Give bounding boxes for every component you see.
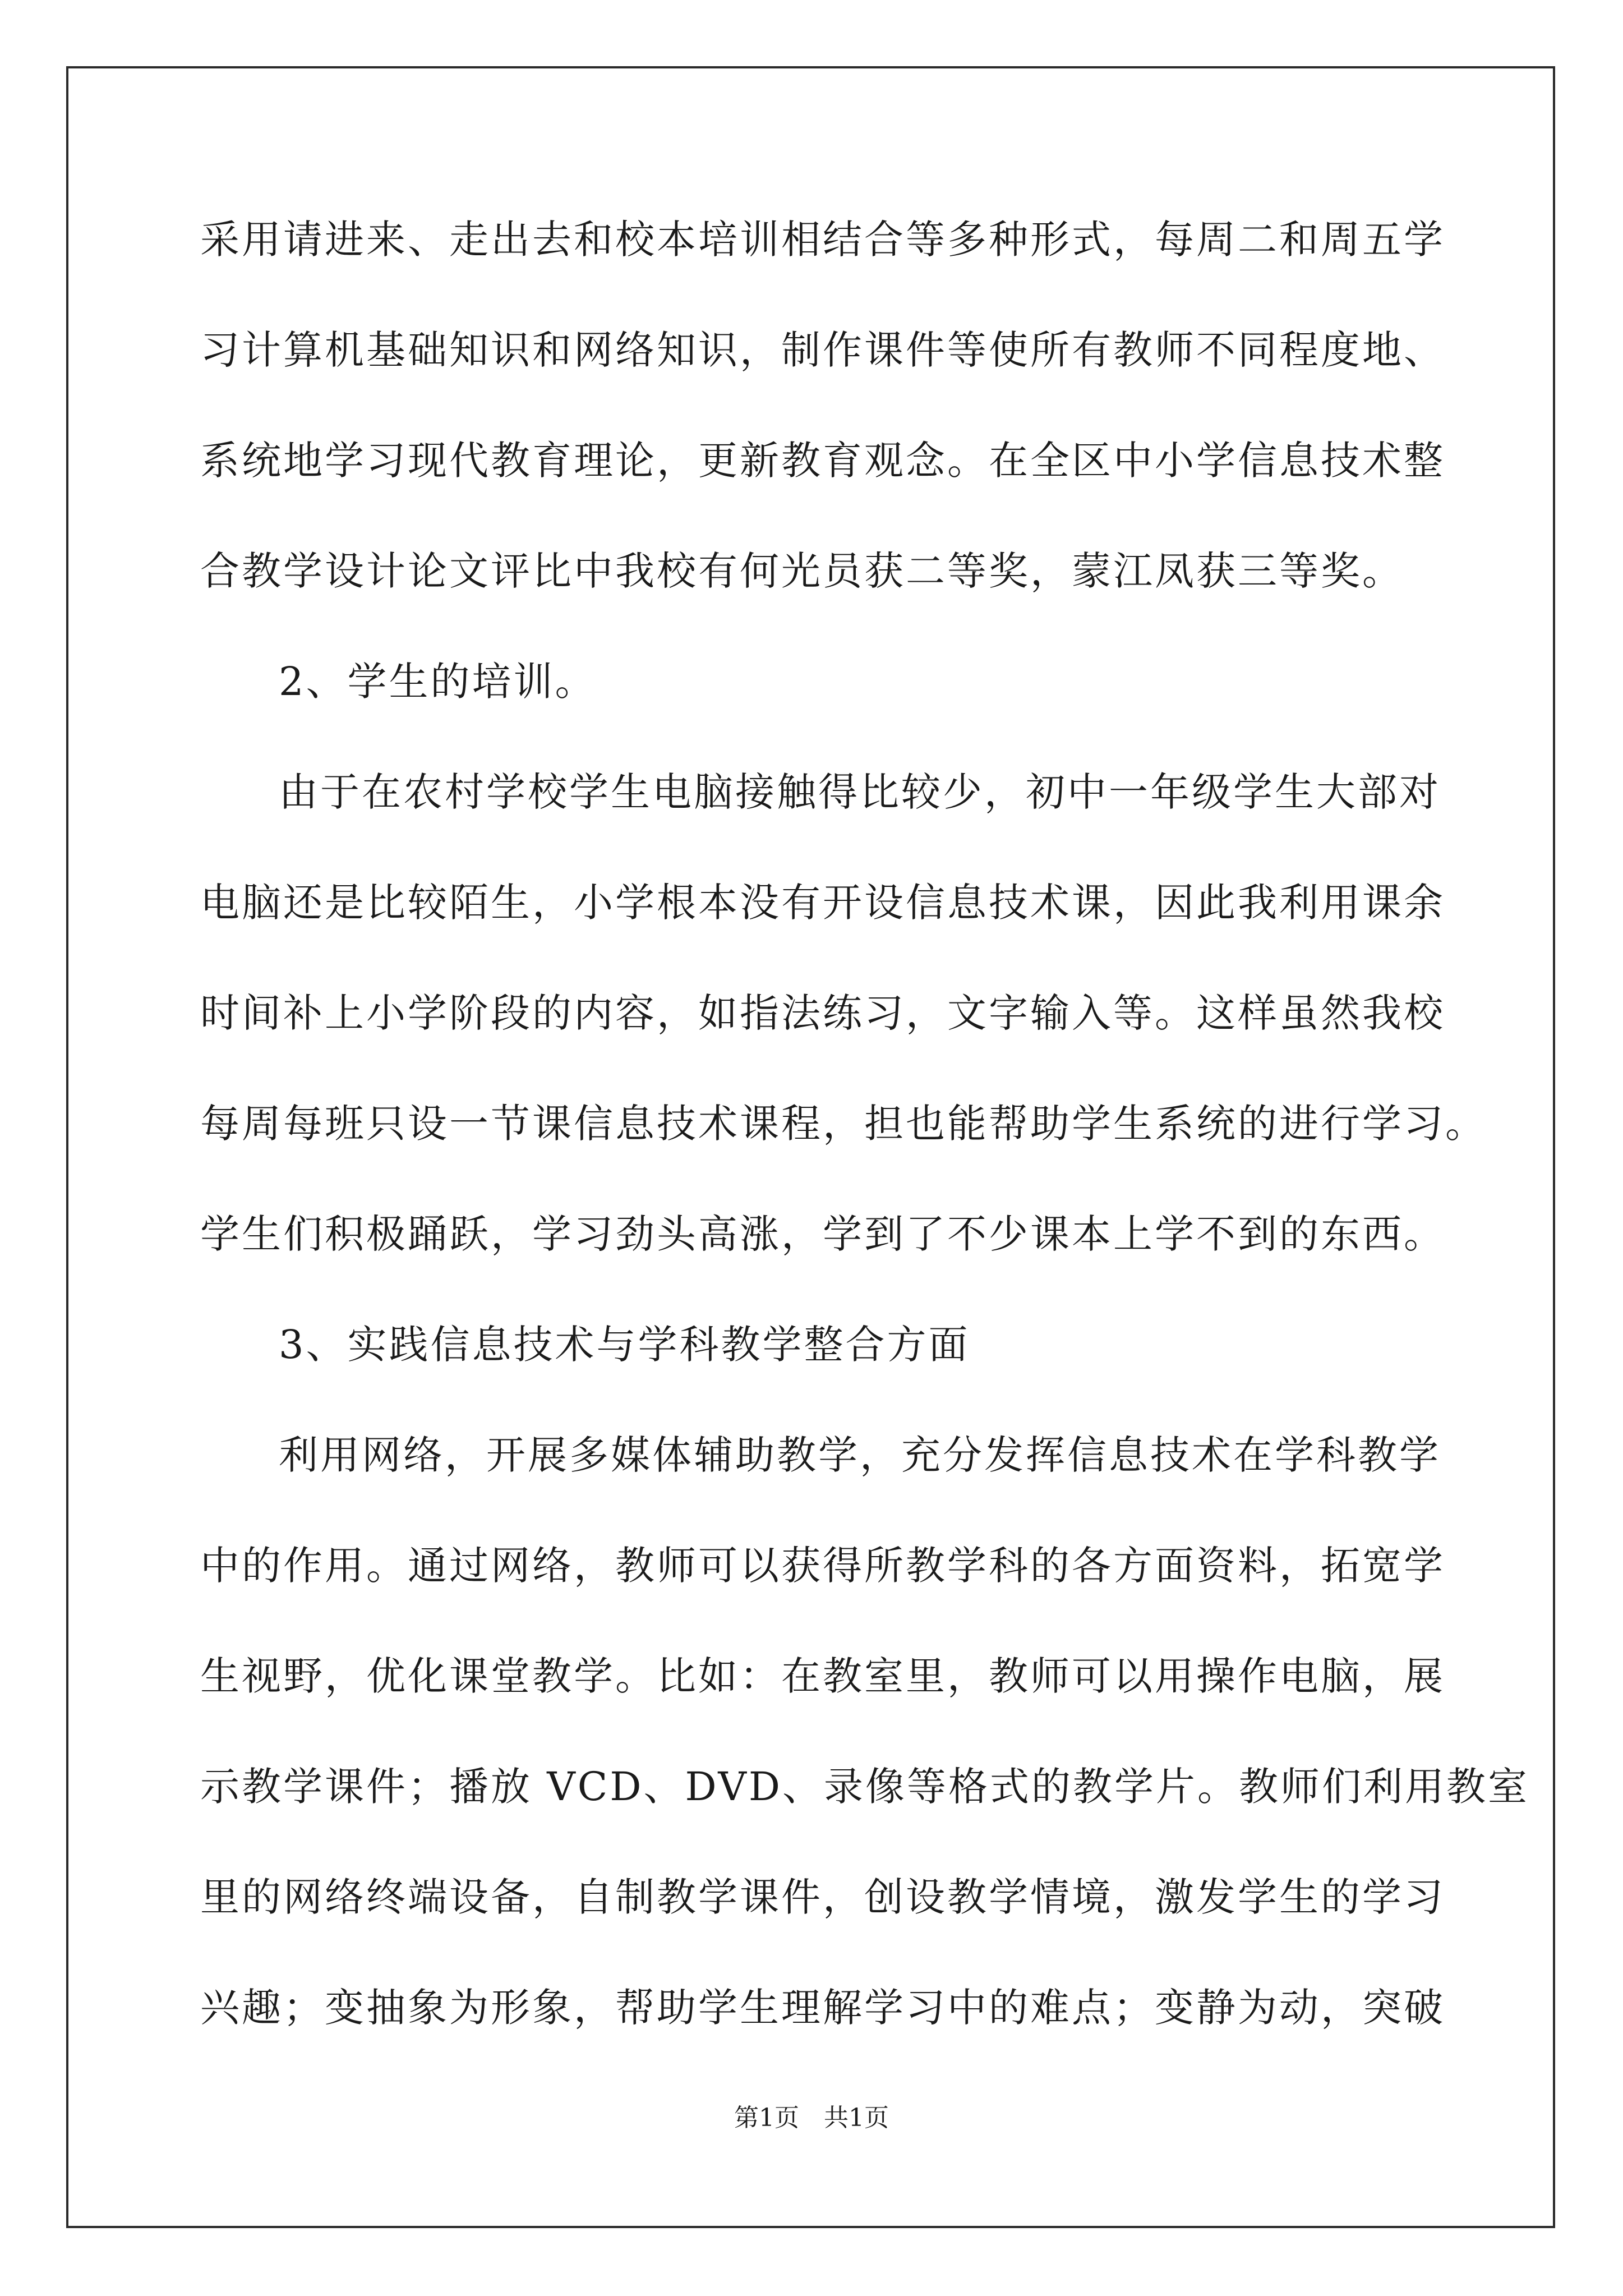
- text-line: 习计算机基础知识和网络知识，制作课件等使所有教师不同程度地、: [200, 327, 1445, 373]
- text-line: 由于在农村学校学生电脑接触得比较少，初中一年级学生大部对: [279, 769, 1441, 815]
- text-line: 采用请进来、走出去和校本培训相结合等多种形式，每周二和周五学: [200, 217, 1445, 263]
- section-heading: 3、实践信息技术与学科教学整合方面: [279, 1322, 970, 1368]
- text-line: 利用网络，开展多媒体辅助教学，充分发挥信息技术在学科教学: [279, 1432, 1441, 1478]
- text-line: 每周每班只设一节课信息技术课程，担也能帮助学生系统的进行学习。: [200, 1101, 1487, 1147]
- page-number: 第1页: [734, 2104, 799, 2132]
- page-footer: [0, 2101, 1623, 2135]
- text-line: 生视野，优化课堂教学。比如：在教室里，教师可以用操作电脑，展: [200, 1653, 1445, 1699]
- text-line: 系统地学习现代教育理论，更新教育观念。在全区中小学信息技术整: [200, 438, 1445, 484]
- text-line: 兴趣；变抽象为形象，帮助学生理解学习中的难点；变静为动，突破: [200, 1985, 1445, 2031]
- text-line: 电脑还是比较陌生，小学根本没有开设信息技术课，因此我利用课余: [200, 880, 1445, 926]
- document-body: [200, 212, 1530, 2091]
- text-line: 示教学课件；播放 VCD、DVD、录像等格式的教学片。教师们利用教室: [200, 1764, 1530, 1810]
- text-line: 学生们积极踊跃，学习劲头高涨，学到了不少课本上学不到的东西。: [200, 1211, 1445, 1257]
- section-heading: 2、学生的培训。: [279, 659, 597, 705]
- page-total: 共1页: [824, 2104, 889, 2132]
- text-line: 时间补上小学阶段的内容，如指法练习，文字输入等。这样虽然我校: [200, 990, 1445, 1036]
- text-line: 里的网络终端设备，自制教学课件，创设教学情境，激发学生的学习: [200, 1874, 1445, 1920]
- text-line: 中的作用。通过网络，教师可以获得所教学科的各方面资料，拓宽学: [200, 1543, 1445, 1589]
- text-line: 合教学设计论文评比中我校有何光员获二等奖，蒙江凤获三等奖。: [200, 548, 1404, 594]
